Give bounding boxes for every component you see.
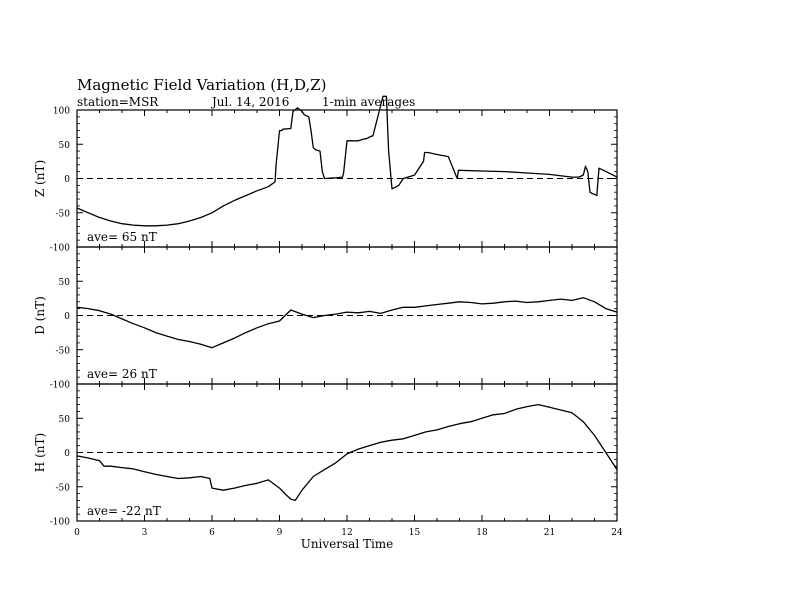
average-annotation-z: ave= 65 nT (87, 230, 157, 244)
y-axis-label-d: D (nT) (33, 296, 47, 335)
station-label: station=MSR (77, 95, 159, 109)
x-tick-label: 15 (408, 528, 421, 538)
y-tick-label-z: -100 (49, 243, 70, 254)
x-tick-label: 0 (74, 528, 80, 538)
y-tick-label-h: 50 (58, 414, 70, 425)
x-tick-label: 18 (476, 528, 488, 538)
x-tick-label: 21 (543, 528, 556, 538)
average-annotation-h: ave= -22 nT (87, 504, 161, 518)
average-annotation-d: ave= 26 nT (87, 367, 157, 381)
y-tick-label-d: -100 (49, 380, 70, 391)
y-tick-label-z: 0 (64, 175, 70, 185)
x-tick-label: 3 (141, 528, 148, 538)
date-label: Jul. 14, 2016 (212, 95, 290, 109)
x-axis-label: Universal Time (300, 537, 394, 551)
y-tick-label-h: 0 (64, 449, 70, 459)
y-tick-label-d: -50 (55, 346, 70, 357)
y-tick-label-d: 0 (64, 312, 70, 322)
y-axis-label-z: Z (nT) (33, 159, 47, 198)
x-tick-label: 12 (341, 528, 353, 538)
y-tick-label-d: 50 (58, 277, 70, 288)
chart-title: Magnetic Field Variation (H,D,Z) (77, 76, 327, 94)
x-tick-label: 9 (276, 528, 283, 538)
y-tick-label-z: 100 (52, 106, 70, 117)
y-tick-label-z: -50 (55, 209, 70, 220)
y-axis-label-h: H (nT) (33, 432, 47, 473)
series-line-d (77, 298, 617, 348)
y-tick-label-h: -50 (55, 483, 70, 494)
x-tick-label: 24 (611, 528, 623, 538)
x-tick-label: 6 (209, 528, 215, 538)
averaging-label: 1-min averages (322, 95, 416, 109)
y-tick-label-h: -100 (49, 517, 70, 528)
y-tick-label-z: 50 (58, 140, 70, 151)
